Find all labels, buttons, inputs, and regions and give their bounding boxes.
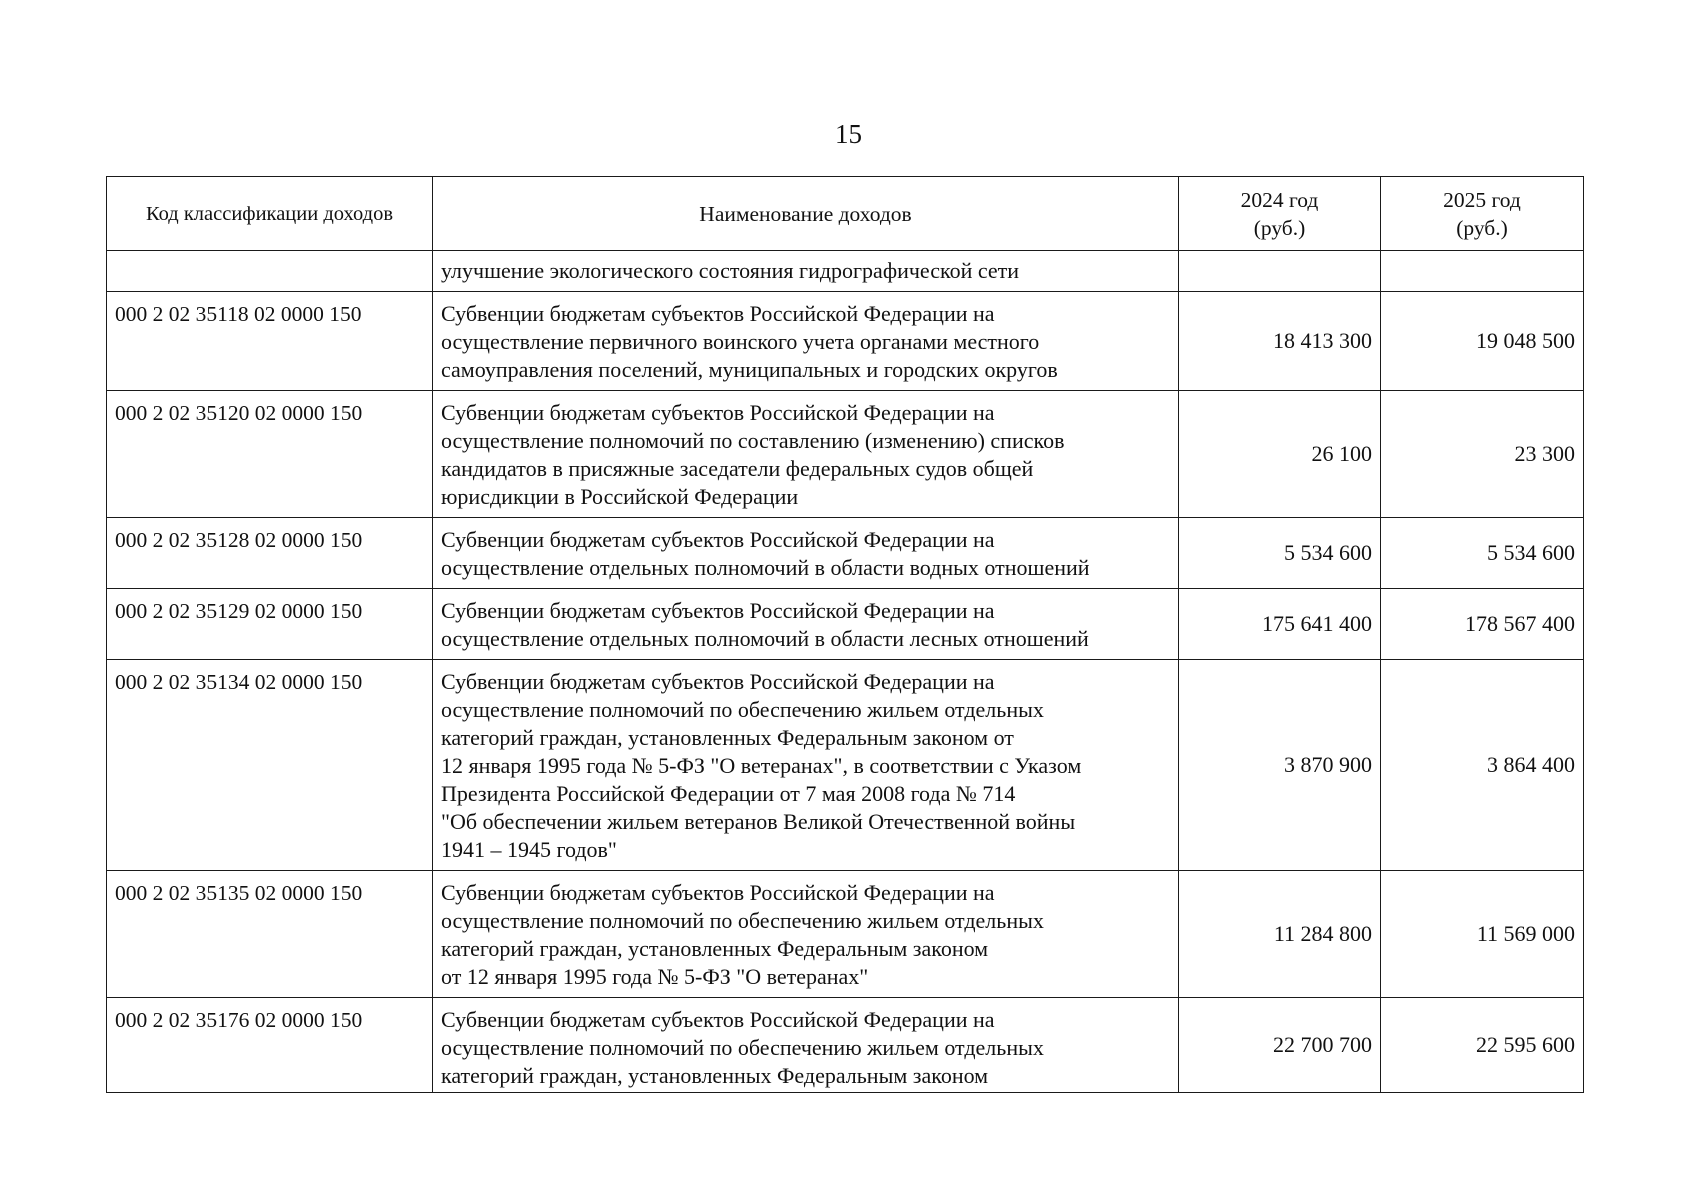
table-cell-name: Субвенции бюджетам субъектов Российской Федерации на осуществление первичного воинского учета органами местного самоуправления поселений, муниципальных и городских округов [433, 292, 1179, 391]
header-2024 [1179, 177, 1381, 251]
table-row [107, 292, 1584, 391]
table-row [107, 998, 1584, 1093]
table-cell-2025: 3 864 400 [1381, 660, 1584, 871]
table-cell-2025: 5 534 600 [1381, 518, 1584, 589]
table-cell-2025: 22 595 600 [1381, 998, 1584, 1093]
table-cell-name: Субвенции бюджетам субъектов Российской Федерации на осуществление полномочий по обеспечению жильем отдельных категорий граждан, установленных Федеральным законом от 12 января 1995 года № 5-ФЗ "О ветеранах" [433, 871, 1179, 998]
table-cell-name: Субвенции бюджетам субъектов Российской Федерации на осуществление полномочий по составлению (изменению) списков кандидатов в присяжные заседатели федеральных судов общей юрисдикции в Российской Федерации [433, 391, 1179, 518]
header-2025 [1381, 177, 1584, 251]
table-header-row [107, 177, 1584, 251]
table-cell-code: 000 2 02 35176 02 0000 150 [107, 998, 433, 1093]
table-cell-name: Субвенции бюджетам субъектов Российской Федерации на осуществление отдельных полномочий в области лесных отношений [433, 589, 1179, 660]
continuation-row [107, 251, 1584, 292]
table-cell-name: улучшение экологического состояния гидрографической сети [433, 251, 1179, 292]
table-cell-2024: 26 100 [1179, 391, 1381, 518]
table-row [107, 871, 1584, 998]
table-row [107, 660, 1584, 871]
header-code: Код классификации доходов [107, 177, 433, 251]
table-row [107, 518, 1584, 589]
table-cell-2024: 22 700 700 [1179, 998, 1381, 1093]
table-cell-2024: 175 641 400 [1179, 589, 1381, 660]
header-2025-label: 2025 год (руб.) [1443, 187, 1521, 240]
table-cell-2025 [1381, 251, 1584, 292]
header-name: Наименование доходов [433, 177, 1179, 251]
table-cell-name: Субвенции бюджетам субъектов Российской Федерации на осуществление полномочий по обеспечению жильем отдельных категорий граждан, установленных Федеральным законом от 12 января 1995 года № 5-ФЗ "О ветеранах", в соответствии с Указом Президента Российской Федерации от 7 мая 2008 года № 714 "Об обеспечении жильем ветеранов Великой Отечественной войны 1941 – 1945 годов" [433, 660, 1179, 871]
table-cell-2024: 3 870 900 [1179, 660, 1381, 871]
page-number: 15 [835, 119, 862, 149]
table-cell-code: 000 2 02 35134 02 0000 150 [107, 660, 433, 871]
table-cell-2024: 5 534 600 [1179, 518, 1381, 589]
table-cell-code: 000 2 02 35129 02 0000 150 [107, 589, 433, 660]
table-cell-name: Субвенции бюджетам субъектов Российской Федерации на осуществление полномочий по обеспечению жильем отдельных категорий граждан, установленных Федеральным законом [433, 998, 1179, 1093]
table-cell-code [107, 251, 433, 292]
table-cell-2024: 11 284 800 [1179, 871, 1381, 998]
table-cell-code: 000 2 02 35118 02 0000 150 [107, 292, 433, 391]
table-cell-code: 000 2 02 35120 02 0000 150 [107, 391, 433, 518]
table-cell-2025: 178 567 400 [1381, 589, 1584, 660]
table-cell-code: 000 2 02 35135 02 0000 150 [107, 871, 433, 998]
table-cell-2024 [1179, 251, 1381, 292]
table-cell-2025: 19 048 500 [1381, 292, 1584, 391]
table-cell-2024: 18 413 300 [1179, 292, 1381, 391]
table-cell-2025: 23 300 [1381, 391, 1584, 518]
table-row [107, 589, 1584, 660]
table-cell-2025: 11 569 000 [1381, 871, 1584, 998]
table-row [107, 391, 1584, 518]
income-table [106, 176, 1584, 1093]
header-2024-label: 2024 год (руб.) [1240, 187, 1319, 240]
table-cell-name: Субвенции бюджетам субъектов Российской Федерации на осуществление отдельных полномочий в области водных отношений [433, 518, 1179, 589]
table-cell-code: 000 2 02 35128 02 0000 150 [107, 518, 433, 589]
